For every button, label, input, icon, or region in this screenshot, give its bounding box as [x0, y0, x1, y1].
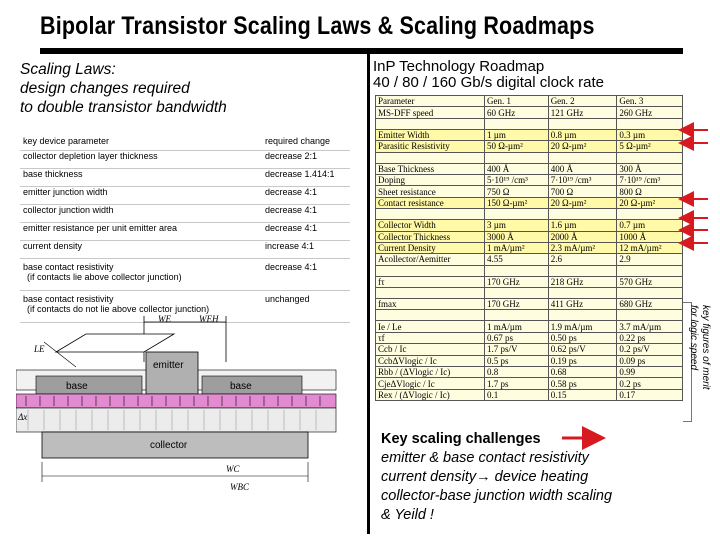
roadmap-value-cell: 0.2 ps/V	[617, 344, 683, 355]
roadmap-value-cell: 700 Ω	[548, 186, 617, 197]
roadmap-parameter-cell: Ccb / Ic	[376, 344, 485, 355]
roadmap-value-cell: 1 mA/µm²	[485, 242, 549, 253]
roadmap-value-cell: 0.7 µm	[617, 220, 683, 231]
roadmap-value-cell: 0.99	[617, 367, 683, 378]
roadmap-value-cell: 0.67 ps	[485, 332, 549, 343]
roadmap-parameter-cell: fmax	[376, 299, 485, 310]
roadmap-parameter-cell: CjeΔVlogic / Ic	[376, 378, 485, 389]
side-note-line-1: key figures of merit	[700, 305, 711, 390]
roadmap-parameter-cell: Ie / Le	[376, 321, 485, 332]
roadmap-parameter-cell: Collector Width	[376, 220, 485, 231]
roadmap-parameter-cell: Doping	[376, 174, 485, 185]
roadmap-value-cell: 750 Ω	[485, 186, 549, 197]
parameter-name: collector junction width	[23, 205, 114, 215]
roadmap-value-cell: 680 GHz	[617, 299, 683, 310]
roadmap-value-cell: 400 Å	[485, 163, 549, 174]
roadmap-value-cell: 121 GHz	[548, 107, 617, 118]
roadmap-parameter-cell: CcbΔVlogic / Ic	[376, 355, 485, 366]
roadmap-parameter-cell: τf	[376, 332, 485, 343]
label-wc: WC	[226, 464, 240, 474]
roadmap-value-cell: 170 GHz	[485, 276, 549, 287]
required-change-cell: unchanged	[262, 291, 350, 323]
parameter-name: key device parameter	[23, 136, 110, 146]
roadmap-value-cell: 0.8	[485, 367, 549, 378]
roadmap-value-cell: 411 GHz	[548, 299, 617, 310]
parameter-name: emitter junction width	[23, 187, 108, 197]
roadmap-value-cell: 0.8 µm	[548, 129, 617, 140]
roadmap-value-cell: 0.1	[485, 389, 549, 400]
roadmap-parameter-cell: Parasitic Resistivity	[376, 141, 485, 152]
roadmap-parameter-cell: Collector Thickness	[376, 231, 485, 242]
base-contact-left	[36, 376, 142, 394]
base-layer	[16, 394, 336, 408]
roadmap-value-cell: 1.9 mA/µm	[548, 321, 617, 332]
parameter-name: current density	[23, 241, 83, 251]
roadmap-value-cell: 0.15	[548, 389, 617, 400]
roadmap-value-cell: 218 GHz	[548, 276, 617, 287]
emitter-region	[146, 352, 198, 394]
roadmap-value-cell: 0.09 ps	[617, 355, 683, 366]
roadmap-value-cell: 2.9	[617, 254, 683, 265]
roadmap-value-cell: 1000 Å	[617, 231, 683, 242]
roadmap-parameter-cell: Emitter Width	[376, 129, 485, 140]
roadmap-value-cell: 1 mA/µm	[485, 321, 549, 332]
roadmap-parameter-cell: Rbb / (ΔVlogic / Ic)	[376, 367, 485, 378]
roadmap-parameter-cell: Rex / (ΔVlogic / Ic)	[376, 389, 485, 400]
required-change-cell: decrease 1.414:1	[262, 169, 350, 187]
roadmap-value-cell: 60 GHz	[485, 107, 549, 118]
roadmap-value-cell: 0.22 ps	[617, 332, 683, 343]
label-weh: WEH	[199, 314, 219, 324]
label-dx: Δx	[18, 412, 28, 422]
roadmap-value-cell: 3.7 mA/µm	[617, 321, 683, 332]
required-change-cell: decrease 2:1	[262, 151, 350, 169]
roadmap-value-cell: 20 Ω-µm²	[548, 197, 617, 208]
roadmap-value-cell: 4.55	[485, 254, 549, 265]
hbt-cross-section	[16, 312, 351, 530]
intro-heading: Scaling Laws:	[20, 61, 116, 78]
roadmap-value-cell: 0.5 ps	[485, 355, 549, 366]
parameter-name: collector depletion layer thickness	[23, 151, 158, 161]
roadmap-value-cell: 0.2 ps	[617, 378, 683, 389]
roadmap-value-cell: 2000 Å	[548, 231, 617, 242]
roadmap-parameter-cell: Acollector/Aemitter	[376, 254, 485, 265]
label-we: WE	[158, 314, 171, 324]
roadmap-value-cell: 1.6 µm	[548, 220, 617, 231]
roadmap-value-cell: 400 Å	[548, 163, 617, 174]
roadmap-value-cell: 0.62 ps/V	[548, 344, 617, 355]
roadmap-value-cell: 800 Ω	[617, 186, 683, 197]
roadmap-value-cell: 2.6	[548, 254, 617, 265]
roadmap-line-2: 40 / 80 / 160 Gb/s digital clock rate	[373, 74, 604, 91]
roadmap-parameter-cell: Base Thickness	[376, 163, 485, 174]
parameter-note: (if contacts lie above collector junction)	[27, 272, 182, 282]
roadmap-value-cell: 300 Å	[617, 163, 683, 174]
roadmap-value-cell: 20 Ω-µm²	[617, 197, 683, 208]
intro-line-1: design changes required	[20, 80, 190, 97]
roadmap-value-cell: 1.7 ps	[485, 378, 549, 389]
challenge-item: collector-base junction width scaling	[381, 488, 613, 504]
required-change-cell: required change	[262, 131, 350, 151]
roadmap-line-1: InP Technology Roadmap	[373, 58, 545, 75]
roadmap-value-cell: 0.58 ps	[548, 378, 617, 389]
roadmap-value-cell: 20 Ω-µm²	[548, 141, 617, 152]
roadmap-value-cell: Gen. 3	[617, 96, 683, 107]
roadmap-value-cell: 7·10¹⁹ /cm³	[617, 174, 683, 185]
roadmap-value-cell: Gen. 1	[485, 96, 549, 107]
roadmap-value-cell: Gen. 2	[548, 96, 617, 107]
roadmap-value-cell: 0.68	[548, 367, 617, 378]
required-change-cell: decrease 4:1	[262, 259, 350, 291]
roadmap-value-cell: 1.7 ps/V	[485, 344, 549, 355]
label-collector: collector	[150, 440, 188, 451]
roadmap-parameter-cell: Sheet resistance	[376, 186, 485, 197]
parameter-name: base thickness	[23, 169, 83, 179]
parameter-name: base contact resistivity	[23, 262, 114, 272]
roadmap-value-cell: 0.17	[617, 389, 683, 400]
roadmap-value-cell: 5 Ω-µm²	[617, 141, 683, 152]
label-emitter: emitter	[153, 360, 184, 371]
page-title: Bipolar Transistor Scaling Laws & Scaling Roadmaps	[40, 12, 595, 40]
label-le: LE	[34, 344, 45, 354]
roadmap-value-cell: 170 GHz	[485, 299, 549, 310]
roadmap-parameter-cell: fτ	[376, 276, 485, 287]
challenge-item: emitter & base contact resistivity	[381, 450, 589, 466]
roadmap-value-cell: 2.3 mA/µm²	[548, 242, 617, 253]
roadmap-parameter-cell: Parameter	[376, 96, 485, 107]
required-change-cell: decrease 4:1	[262, 205, 350, 223]
roadmap-value-cell: 0.19 ps	[548, 355, 617, 366]
roadmap-value-cell: 1 µm	[485, 129, 549, 140]
roadmap-parameter-cell: Current Density	[376, 242, 485, 253]
roadmap-value-cell: 150 Ω-µm²	[485, 197, 549, 208]
challenge-item: & Yeild !	[381, 507, 434, 523]
challenges-heading: Key scaling challenges	[381, 431, 541, 447]
roadmap-value-cell: 7·10¹⁹ /cm³	[548, 174, 617, 185]
side-note-line-2: for logic speed	[688, 305, 699, 371]
required-change-cell: increase 4:1	[262, 241, 350, 259]
parameter-name: emitter resistance per unit emitter area	[23, 223, 178, 233]
roadmap-parameter-cell: MS-DFF speed	[376, 107, 485, 118]
challenge-item: current density→ device heating	[381, 469, 589, 485]
label-base-right: base	[230, 381, 252, 392]
roadmap-value-cell: 570 GHz	[617, 276, 683, 287]
roadmap-value-cell: 12 mA/µm²	[617, 242, 683, 253]
required-change-cell: decrease 4:1	[262, 187, 350, 205]
base-contact-right	[202, 376, 302, 394]
parameter-name: base contact resistivity	[23, 294, 114, 304]
intro-line-2: to double transistor bandwidth	[20, 99, 227, 116]
roadmap-value-cell: 50 Ω-µm²	[485, 141, 549, 152]
label-base-left: base	[66, 381, 88, 392]
roadmap-value-cell: 3 µm	[485, 220, 549, 231]
roadmap-value-cell: 0.50 ps	[548, 332, 617, 343]
roadmap-value-cell: 260 GHz	[617, 107, 683, 118]
label-wbc: WBC	[230, 482, 249, 492]
roadmap-value-cell: 0.3 µm	[617, 129, 683, 140]
roadmap-parameter-cell: Contact resistance	[376, 197, 485, 208]
roadmap-value-cell: 5·10¹⁹ /cm³	[485, 174, 549, 185]
parameter-note: (if contacts do not lie above collector junction)	[27, 304, 210, 314]
roadmap-value-cell: 3000 Å	[485, 231, 549, 242]
key-scaling-challenges	[381, 430, 612, 525]
required-change-cell: decrease 4:1	[262, 223, 350, 241]
